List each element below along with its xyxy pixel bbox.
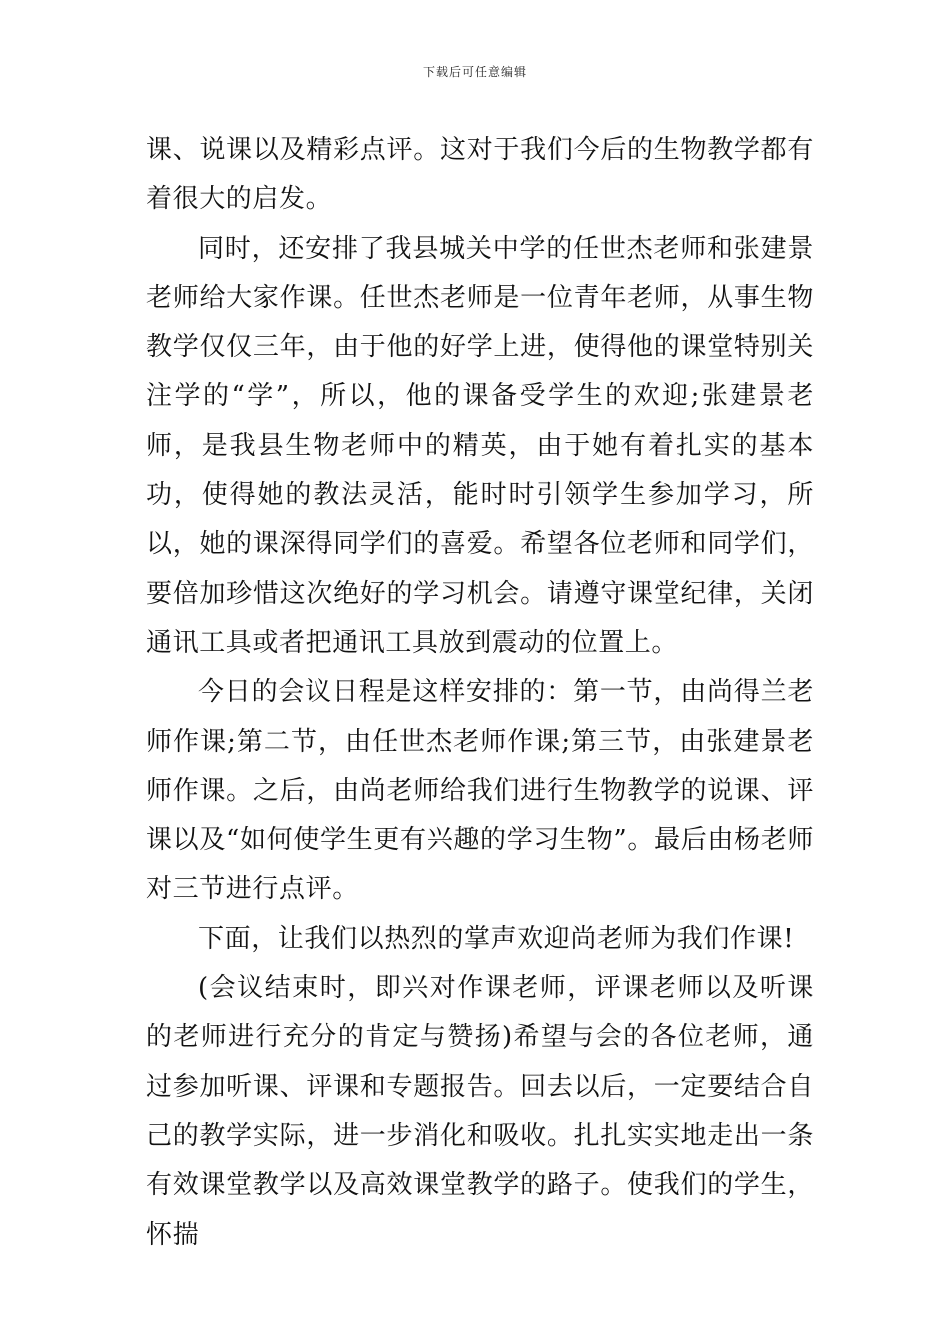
paragraph-teachers-intro: 同时，还安排了我县城关中学的任世杰老师和张建景老师给大家作课。任世杰老师是一位青年老师，从事生物教学仅仅三年，由于他的好学上进，使得他的课堂特别关注学的“学”，所以，他的课备受学生的欢迎;张建景老师，是我县生物老师中的精英，由于她有着扎实的基本功，使得她的教法灵活，能时时引领学生参加学习，所以，她的课深得同学们的喜爱。希望各位老师和同学们，要倍加珍惜这次绝好的学习机会。请遵守课堂纪律，关闭通讯工具或者把通讯工具放到震动的位置上。 <box>146 233 814 658</box>
document-body <box>146 126 814 1260</box>
paragraph-welcome: 下面，让我们以热烈的掌声欢迎尚老师为我们作课! <box>198 923 795 954</box>
paragraph-closing: (会议结束时，即兴对作课老师，评课老师以及听课的老师进行充分的肯定与赞扬)希望与会的各位老师，通过参加听课、评课和专题报告。回去以后，一定要结合自己的教学实际，进一步消化和吸收。扎扎实实地走出一条有效课堂教学以及高效课堂教学的路子。使我们的学生，怀揣 <box>146 973 814 1250</box>
paragraph-agenda: 今日的会议日程是这样安排的：第一节，由尚得兰老师作课;第二节，由任世杰老师作课;第三节，由张建景老师作课。之后，由尚老师给我们进行生物教学的说课、评课以及“如何使学生更有兴趣的学习生物”。最后由杨老师对三节进行点评。 <box>146 677 814 905</box>
paragraph-continuation: 课、说课以及精彩点评。这对于我们今后的生物教学都有着很大的启发。 <box>146 135 814 215</box>
page-header-note: 下载后可任意编辑 <box>422 65 527 79</box>
